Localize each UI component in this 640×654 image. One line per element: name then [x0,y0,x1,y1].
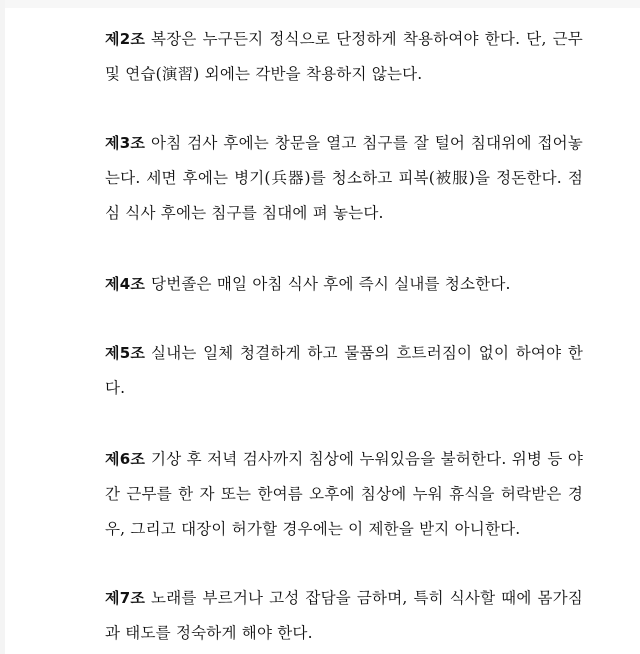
page-top-edge [0,0,640,8]
article-text: 기상 후 저녁 검사까지 침상에 누워있음을 불허한다. 위병 등 야간 근무를 한 자 또는 한여름 오후에 침상에 누워 휴식을 허락받은 경우, 그리고 대장이 허가할 경우에는 이 제한을 받지 아니한다. [105,450,583,538]
article-5 [105,336,583,406]
article-text: 노래를 부르거나 고성 잡담을 금하며, 특히 식사할 때에 몸가짐과 태도를 정숙하게 해야 한다. [105,589,583,642]
document-body [105,22,583,651]
article-number: 제5조 [105,344,146,362]
paragraph-gap [105,302,583,336]
article-number: 제6조 [105,450,146,468]
paragraph-gap [105,547,583,581]
paragraph-gap [105,231,583,267]
article-text: 실내는 일체 청결하게 하고 물품의 흐트러짐이 없이 하여야 한다. [105,344,583,397]
article-number: 제2조 [105,30,146,48]
article-text: 복장은 누구든지 정식으로 단정하게 착용하여야 한다. 단, 근무 및 연습(演習) 외에는 각반을 착용하지 않는다. [105,30,583,83]
article-6 [105,442,583,547]
article-2 [105,22,583,92]
paragraph-gap [105,92,583,126]
paragraph-gap [105,406,583,442]
article-7 [105,581,583,651]
article-3 [105,126,583,231]
article-number: 제4조 [105,275,146,293]
article-text: 당번졸은 매일 아침 식사 후에 즉시 실내를 청소한다. [151,275,511,293]
article-number: 제7조 [105,589,146,607]
article-number: 제3조 [105,134,146,152]
page-left-edge [0,0,5,654]
article-text: 아침 검사 후에는 창문을 열고 침구를 잘 털어 침대위에 접어놓는다. 세면 후에는 병기(兵器)를 청소하고 피복(被服)을 정돈한다. 점심 식사 후에는 침구를 침대에 펴 놓는다. [105,134,583,222]
article-4 [105,267,583,302]
